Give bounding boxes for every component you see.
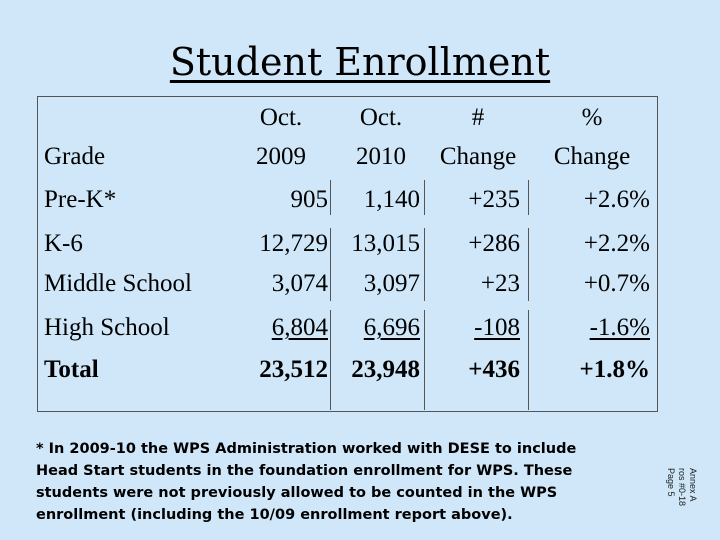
header-pct-change-line1: % xyxy=(581,104,603,131)
row-oct2009: 905 xyxy=(290,186,328,213)
row-oct2010: 3,097 xyxy=(363,270,420,297)
page-title: Student Enrollment xyxy=(169,40,551,84)
row-oct2009: 3,074 xyxy=(271,270,328,297)
header-oct2010-line2: 2010 xyxy=(356,143,406,170)
row-num-change-total: +436 xyxy=(468,356,520,383)
table-divider xyxy=(528,310,529,410)
side-label-line3: Page 5 xyxy=(666,468,676,497)
row-grade-total: Total xyxy=(44,356,99,383)
table-divider xyxy=(330,228,331,301)
footnote: * In 2009-10 the WPS Administration worked with DESE to include Head Start students in the foundation enrollment for WPS. These students were not previously allowed to be counted in the WPS enrollment (including the 10/09 enrollment report above). xyxy=(36,441,577,523)
row-grade: High School xyxy=(44,314,170,341)
row-pct-change-total: +1.8% xyxy=(579,356,650,383)
table-divider xyxy=(330,180,331,215)
row-oct2010: 1,140 xyxy=(363,186,420,213)
header-oct2009-line1: Oct. xyxy=(259,104,303,131)
row-oct2010: 13,015 xyxy=(351,230,420,257)
header-oct2010-line1: Oct. xyxy=(359,104,403,131)
row-num-change: -108 xyxy=(474,314,520,341)
table-divider xyxy=(330,310,331,410)
row-oct2010: 6,696 xyxy=(363,314,420,341)
header-oct2009-line2: 2009 xyxy=(256,143,306,170)
header-num-change-line2: Change xyxy=(439,143,517,170)
row-oct2010-total: 23,948 xyxy=(351,356,420,383)
row-grade: K-6 xyxy=(44,230,83,257)
row-oct2009: 6,804 xyxy=(271,314,328,341)
row-oct2009-total: 23,512 xyxy=(259,356,328,383)
row-pct-change: +0.7% xyxy=(583,270,650,297)
table-divider xyxy=(528,180,529,215)
row-oct2009: 12,729 xyxy=(259,230,328,257)
header-num-change-line1: # xyxy=(471,104,485,131)
row-num-change: +23 xyxy=(480,270,520,297)
side-label-line1: Annex A xyxy=(688,468,698,502)
side-label-line2: ros #0-18 xyxy=(677,468,687,507)
row-grade: Middle School xyxy=(44,270,192,297)
header-grade: Grade xyxy=(44,143,106,170)
row-pct-change: -1.6% xyxy=(589,314,650,341)
row-num-change: +235 xyxy=(468,186,520,213)
row-num-change: +286 xyxy=(468,230,520,257)
header-pct-change-line2: Change xyxy=(553,143,631,170)
row-pct-change: +2.6% xyxy=(583,186,650,213)
table-divider xyxy=(528,228,529,301)
row-pct-change: +2.2% xyxy=(583,230,650,257)
row-grade: Pre-K* xyxy=(44,186,117,213)
